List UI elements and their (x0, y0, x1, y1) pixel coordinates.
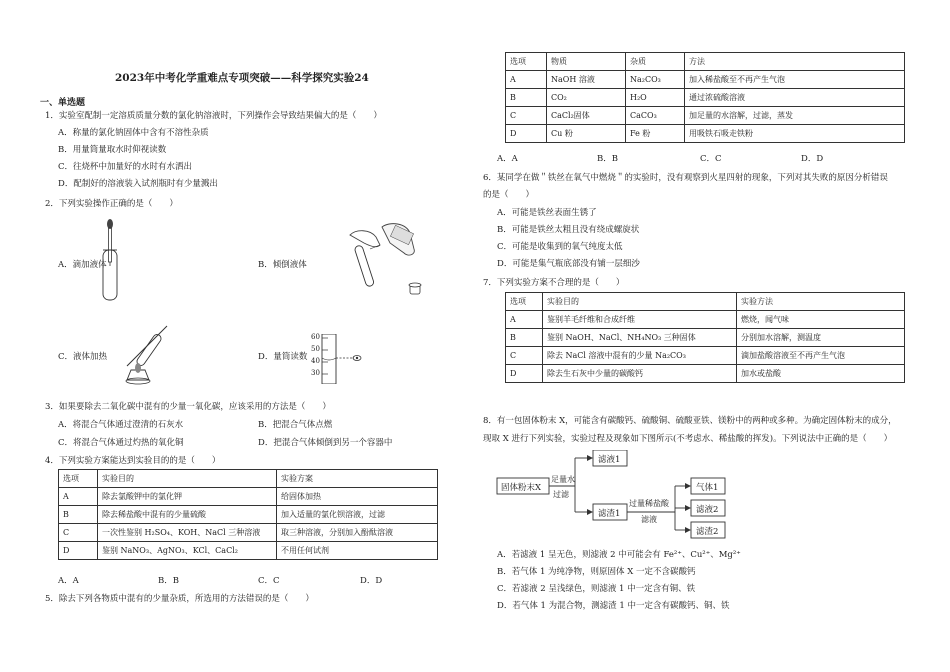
q8-option-d: D．若气体 1 为混合物，测滤渣 1 中一定含有碳酸钙、铜、铁 (497, 601, 730, 611)
table-header-row (506, 293, 905, 311)
q3-option-d: D．把混合气体倾倒到另一个容器中 (258, 438, 393, 448)
q2-option-a: A．滴加液体 (58, 260, 107, 270)
dropper-illustration (95, 218, 125, 303)
q6-stem-line1: 6．某同学在做＂铁丝在氧气中燃烧＂的实验时，没有观察到火星四射的现象，下列对其失败的原因分析错误 (483, 173, 888, 183)
q8-option-c: C．若滤液 2 呈浅绿色，则滤液 1 中一定含有铜、铁 (497, 584, 696, 594)
table-cell: C (59, 524, 98, 542)
cyl-tick-50: 50 (311, 345, 320, 353)
q1-stem: 1．实验室配制一定溶质质量分数的氯化钠溶液时，下列操作会导致结果偏大的是（ ） (45, 111, 382, 121)
q7-stem: 7．下列实验方案不合理的是（ ） (483, 278, 625, 288)
table-cell: 鉴别羊毛纤维和合成纤维 (543, 311, 737, 329)
table-cell: CO₂ (547, 89, 626, 107)
flow-gas1: 气体1 (696, 483, 719, 493)
q2-option-b: B．倾倒液体 (258, 260, 307, 270)
q4-table (58, 469, 438, 560)
q4-answer-c: C．C (258, 576, 280, 586)
table-cell: NaOH 溶液 (547, 71, 626, 89)
cyl-tick-60: 60 (311, 333, 320, 341)
pouring-illustration (320, 215, 430, 305)
table-cell: 用吸铁石吸走铁粉 (685, 125, 905, 143)
q6-option-c: C．可能是收集到的氧气纯度太低 (497, 242, 623, 252)
table-cell: A (506, 71, 547, 89)
table-row (59, 506, 438, 524)
table-cell: C (506, 347, 543, 365)
cyl-tick-40: 40 (311, 357, 320, 365)
q5-answer-a: A．A (497, 154, 518, 164)
table-cell: CaCl₂固体 (547, 107, 626, 125)
table-header-cell: 实验目的 (98, 470, 277, 488)
q7-table (505, 292, 905, 383)
table-cell: 除去稀盐酸中混有的少量硫酸 (98, 506, 277, 524)
table-header-row (506, 53, 905, 71)
table-cell: C (506, 107, 547, 125)
flow-step1-bottom: 过滤 (553, 490, 569, 499)
table-cell: 除去 NaCl 溶液中混有的少量 Na₂CO₃ (543, 347, 737, 365)
table-cell: 加入适量的氯化钡溶液，过滤 (277, 506, 438, 524)
table-row (506, 311, 905, 329)
table-cell: A (506, 311, 543, 329)
q4-answer-a: A．A (58, 576, 79, 586)
table-cell: 除去氯酸钾中的氯化钾 (98, 488, 277, 506)
table-cell: B (506, 329, 543, 347)
q3-option-c: C．将混合气体通过灼热的氧化铜 (58, 438, 184, 448)
table-header-cell: 选项 (506, 293, 543, 311)
table-row (506, 71, 905, 89)
table-header-cell: 实验方法 (737, 293, 905, 311)
table-cell: Na₂CO₃ (626, 71, 685, 89)
table-cell: Fe 粉 (626, 125, 685, 143)
table-cell: 一次性鉴别 H₂SO₄、KOH、NaCl 三种溶液 (98, 524, 277, 542)
q5-answer-c: C．C (700, 154, 722, 164)
q4-answer-d: D．D (360, 576, 383, 586)
q6-option-a: A．可能是铁丝表面生锈了 (497, 208, 597, 218)
table-row (506, 125, 905, 143)
table-row (59, 542, 438, 560)
table-cell: 滴加盐酸溶液至不再产生气泡 (737, 347, 905, 365)
table-row (59, 488, 438, 506)
table-row (506, 107, 905, 125)
q5-answer-d: D．D (801, 154, 824, 164)
table-header-cell: 物质 (547, 53, 626, 71)
q5-answer-b: B．B (597, 154, 618, 164)
table-cell: A (59, 488, 98, 506)
table-cell: 给固体加热 (277, 488, 438, 506)
table-cell: 分别加水溶解，测温度 (737, 329, 905, 347)
table-cell: 加入稀盐酸至不再产生气泡 (685, 71, 905, 89)
flow-filtrate1: 滤液1 (598, 455, 621, 465)
table-cell: 取三种溶液，分别加入酚酞溶液 (277, 524, 438, 542)
flow-filtrate2: 滤液2 (696, 505, 719, 515)
cyl-tick-30: 30 (311, 369, 320, 377)
q3-stem: 3．如果要除去二氧化碳中混有的少量一氧化碳，应该采用的方法是（ ） (45, 402, 331, 412)
table-header-cell: 方法 (685, 53, 905, 71)
flow-residue1: 滤渣1 (598, 509, 621, 519)
table-cell: D (59, 542, 98, 560)
q2-stem: 2．下列实验操作正确的是（ ） (45, 199, 178, 209)
table-cell: 通过浓硫酸溶液 (685, 89, 905, 107)
q5-table (505, 52, 905, 143)
table-cell: B (59, 506, 98, 524)
q1-option-d: D．配制好的溶液装入试剂瓶时有少量溅出 (58, 179, 218, 189)
flow-residue2: 滤渣2 (696, 527, 719, 537)
q1-option-a: A．称量的氯化钠固体中含有不溶性杂质 (58, 128, 209, 138)
q2-option-d: D．量筒读数 (258, 352, 308, 362)
flow-step2-bottom: 滤液 (641, 515, 657, 524)
q3-option-b: B．把混合气体点燃 (258, 420, 333, 430)
section-heading: 一、单选题 (40, 98, 86, 108)
q8-stem-line1: 8．有一包固体粉末 X，可能含有碳酸钙、硫酸铜、硫酸亚铁、镁粉中的两种或多种。为确定固体粉末的成分， (483, 416, 897, 426)
table-cell: B (506, 89, 547, 107)
q8-stem-line2: 现取 X 进行下列实验，实验过程及现象如下图所示(不考虑水、稀盐酸的挥发)。下列说法中正确的是（ ） (483, 434, 893, 444)
table-header-cell: 实验目的 (543, 293, 737, 311)
table-header-cell: 杂质 (626, 53, 685, 71)
table-cell: 鉴别 NaNO₃、AgNO₃、KCl、CaCl₂ (98, 542, 277, 560)
flow-step1-top: 足量水 (551, 475, 575, 484)
right-column (483, 0, 915, 672)
table-cell: 燃烧，闻气味 (737, 311, 905, 329)
table-header-cell: 选项 (59, 470, 98, 488)
table-cell: 不用任何试剂 (277, 542, 438, 560)
flow-powder: 固体粉末X (501, 483, 542, 493)
table-row (506, 365, 905, 383)
q8-option-b: B．若气体 1 为纯净物，则原固体 X 一定不含碳酸钙 (497, 567, 696, 577)
table-cell: 鉴别 NaOH、NaCl、NH₄NO₃ 三种固体 (543, 329, 737, 347)
table-row (506, 347, 905, 365)
table-row (506, 89, 905, 107)
table-cell: 加水或盐酸 (737, 365, 905, 383)
table-cell: CaCO₃ (626, 107, 685, 125)
q6-option-d: D．可能是集气瓶底部没有铺一层细沙 (497, 259, 640, 269)
table-cell: 除去生石灰中少量的碳酸钙 (543, 365, 737, 383)
table-cell: D (506, 365, 543, 383)
table-row (506, 329, 905, 347)
flow-step2-top: 过量稀盐酸 (629, 499, 669, 508)
q2-option-c: C．液体加热 (58, 352, 108, 362)
heating-illustration (105, 318, 180, 386)
q8-option-a: A．若滤液 1 呈无色，则滤液 2 中可能会有 Fe²⁺、Cu²⁺、Mg²⁺ (497, 550, 741, 560)
q4-answer-b: B．B (158, 576, 179, 586)
table-cell: D (506, 125, 547, 143)
table-cell: H₂O (626, 89, 685, 107)
table-header-cell: 实验方案 (277, 470, 438, 488)
q5-stem: 5．除去下列各物质中混有的少量杂质，所选用的方法错误的是（ ） (45, 594, 314, 604)
page-title: 2023年中考化学重难点专项突破——科学探究实验24 (115, 72, 369, 84)
table-cell: Cu 粉 (547, 125, 626, 143)
table-header-cell: 选项 (506, 53, 547, 71)
q4-stem: 4．下列实验方案能达到实验目的的是（ ） (45, 456, 221, 466)
table-header-row (59, 470, 438, 488)
q6-stem-line2: 的是（ ） (483, 190, 535, 200)
left-column (40, 0, 460, 672)
table-cell: 加足量的水溶解，过滤，蒸发 (685, 107, 905, 125)
q1-option-c: C．往烧杯中加量好的水时有水洒出 (58, 162, 193, 172)
q6-option-b: B．可能是铁丝太粗且没有绕成螺旋状 (497, 225, 640, 235)
q1-option-b: B．用量筒量取水时仰视读数 (58, 145, 167, 155)
q3-option-a: A．将混合气体通过澄清的石灰水 (58, 420, 184, 430)
table-row (59, 524, 438, 542)
